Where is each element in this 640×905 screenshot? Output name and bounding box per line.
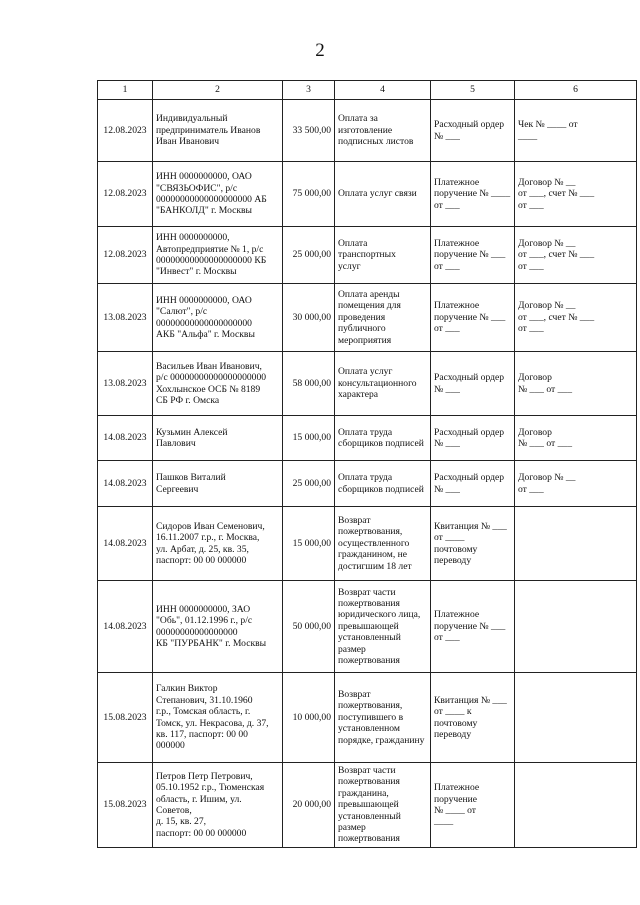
purpose-cell: Оплата за изготовление подписных листов	[335, 100, 431, 162]
table-row	[98, 227, 637, 284]
basis-doc-cell: Договор № __ от ___, счет № ___ от ___	[515, 227, 637, 284]
payment-doc-cell: Квитанция № ___ от ____ почтовому переводу	[431, 507, 515, 581]
basis-doc-cell: Чек № ____ от ____	[515, 100, 637, 162]
payee-cell: ИНН 0000000000, ОАО "Салют", р/с 00000000000000000000 АКБ "Альфа" г. Москвы	[153, 284, 283, 352]
purpose-cell: Возврат пожертвования, осуществленного гражданином, не достигшим 18 лет	[335, 507, 431, 581]
payee-cell: Васильев Иван Иванович, р/с 00000000000000000000 Хохлынское ОСБ № 8189 СБ РФ г. Омска	[153, 352, 283, 416]
purpose-cell: Оплата аренды помещения для проведения публичного мероприятия	[335, 284, 431, 352]
basis-doc-cell	[515, 763, 637, 848]
table-row	[98, 507, 637, 581]
payee-cell: ИНН 0000000000, ЗАО "Обь", 01.12.1996 г., р/с 00000000000000000 КБ "ПУРБАНК" г. Москвы	[153, 581, 283, 673]
basis-doc-cell: Договор № ___ от ___	[515, 416, 637, 461]
payments-table	[97, 80, 637, 848]
page-number: 2	[315, 40, 325, 61]
purpose-cell: Возврат части пожертвования гражданина, превышающей установленный размер пожертвования	[335, 763, 431, 848]
payment-doc-cell: Расходный ордер № ___	[431, 352, 515, 416]
basis-doc-cell	[515, 673, 637, 763]
payment-doc-cell: Квитанция № ___ от ____ к почтовому переводу	[431, 673, 515, 763]
table-row	[98, 461, 637, 507]
date-cell: 15.08.2023	[98, 673, 153, 763]
column-header: 1	[98, 81, 153, 100]
purpose-cell: Возврат пожертвования, поступившего в установленном порядке, гражданину	[335, 673, 431, 763]
header-row	[98, 81, 637, 100]
basis-doc-cell: Договор № __ от ___, счет № ___ от ___	[515, 162, 637, 227]
payment-doc-cell: Платежное поручение № ___ от ___	[431, 284, 515, 352]
table-row	[98, 352, 637, 416]
basis-doc-cell: Договор № ___ от ___	[515, 352, 637, 416]
date-cell: 12.08.2023	[98, 100, 153, 162]
table-row	[98, 673, 637, 763]
column-header: 2	[153, 81, 283, 100]
table-row	[98, 763, 637, 848]
payee-cell: Кузьмин Алексей Павлович	[153, 416, 283, 461]
date-cell: 14.08.2023	[98, 416, 153, 461]
purpose-cell: Оплата труда сборщиков подписей	[335, 416, 431, 461]
amount-cell: 58 000,00	[283, 352, 335, 416]
payment-doc-cell: Платежное поручение № ____ от ___	[431, 162, 515, 227]
basis-doc-cell: Договор № __ от ___, счет № ___ от ___	[515, 284, 637, 352]
payee-cell: Пашков Виталий Сергеевич	[153, 461, 283, 507]
payee-cell: ИНН 0000000000, Автопредприятие № 1, р/с 00000000000000000000 КБ "Инвест" г. Москвы	[153, 227, 283, 284]
date-cell: 13.08.2023	[98, 284, 153, 352]
amount-cell: 50 000,00	[283, 581, 335, 673]
table-row	[98, 416, 637, 461]
payment-doc-cell: Расходный ордер № ___	[431, 100, 515, 162]
payee-cell: Галкин Виктор Степанович, 31.10.1960 г.р., Томская область, г. Томск, ул. Некрасова, д. 37, кв. 117, паспорт: 00 00 000000	[153, 673, 283, 763]
date-cell: 14.08.2023	[98, 581, 153, 673]
payee-cell: Индивидуальный предприниматель Иванов Иван Иванович	[153, 100, 283, 162]
date-cell: 15.08.2023	[98, 763, 153, 848]
amount-cell: 20 000,00	[283, 763, 335, 848]
column-header: 6	[515, 81, 637, 100]
table-row	[98, 100, 637, 162]
column-header: 5	[431, 81, 515, 100]
date-cell: 14.08.2023	[98, 507, 153, 581]
amount-cell: 25 000,00	[283, 461, 335, 507]
payment-doc-cell: Платежное поручение № ___ от ___	[431, 581, 515, 673]
basis-doc-cell	[515, 507, 637, 581]
purpose-cell: Оплата труда сборщиков подписей	[335, 461, 431, 507]
payment-doc-cell: Платежное поручение № ____ от ____	[431, 763, 515, 848]
purpose-cell: Возврат части пожертвования юридического лица, превышающей установленный размер пожертвования	[335, 581, 431, 673]
payee-cell: Сидоров Иван Семенович, 16.11.2007 г.р., г. Москва, ул. Арбат, д. 25, кв. 35, паспорт: 00 00 000000	[153, 507, 283, 581]
basis-doc-cell: Договор № __ от ___	[515, 461, 637, 507]
column-header: 3	[283, 81, 335, 100]
date-cell: 14.08.2023	[98, 461, 153, 507]
table-row	[98, 581, 637, 673]
payee-cell: ИНН 0000000000, ОАО "СВЯЗЬОФИС", р/с 00000000000000000000 АБ "БАНКОЛД" г. Москвы	[153, 162, 283, 227]
payment-doc-cell: Платежное поручение № ___ от ___	[431, 227, 515, 284]
table-row	[98, 284, 637, 352]
purpose-cell: Оплата транспортных услуг	[335, 227, 431, 284]
date-cell: 12.08.2023	[98, 227, 153, 284]
payment-doc-cell: Расходный ордер № ___	[431, 461, 515, 507]
amount-cell: 10 000,00	[283, 673, 335, 763]
amount-cell: 33 500,00	[283, 100, 335, 162]
purpose-cell: Оплата услуг консультационного характера	[335, 352, 431, 416]
payment-doc-cell: Расходный ордер № ___	[431, 416, 515, 461]
table-row	[98, 162, 637, 227]
amount-cell: 15 000,00	[283, 507, 335, 581]
amount-cell: 75 000,00	[283, 162, 335, 227]
date-cell: 13.08.2023	[98, 352, 153, 416]
purpose-cell: Оплата услуг связи	[335, 162, 431, 227]
payee-cell: Петров Петр Петрович, 05.10.1952 г.р., Тюменская область, г. Ишим, ул. Советов, д. 15, кв. 27, паспорт: 00 00 000000	[153, 763, 283, 848]
amount-cell: 30 000,00	[283, 284, 335, 352]
column-header: 4	[335, 81, 431, 100]
date-cell: 12.08.2023	[98, 162, 153, 227]
basis-doc-cell	[515, 581, 637, 673]
amount-cell: 25 000,00	[283, 227, 335, 284]
amount-cell: 15 000,00	[283, 416, 335, 461]
